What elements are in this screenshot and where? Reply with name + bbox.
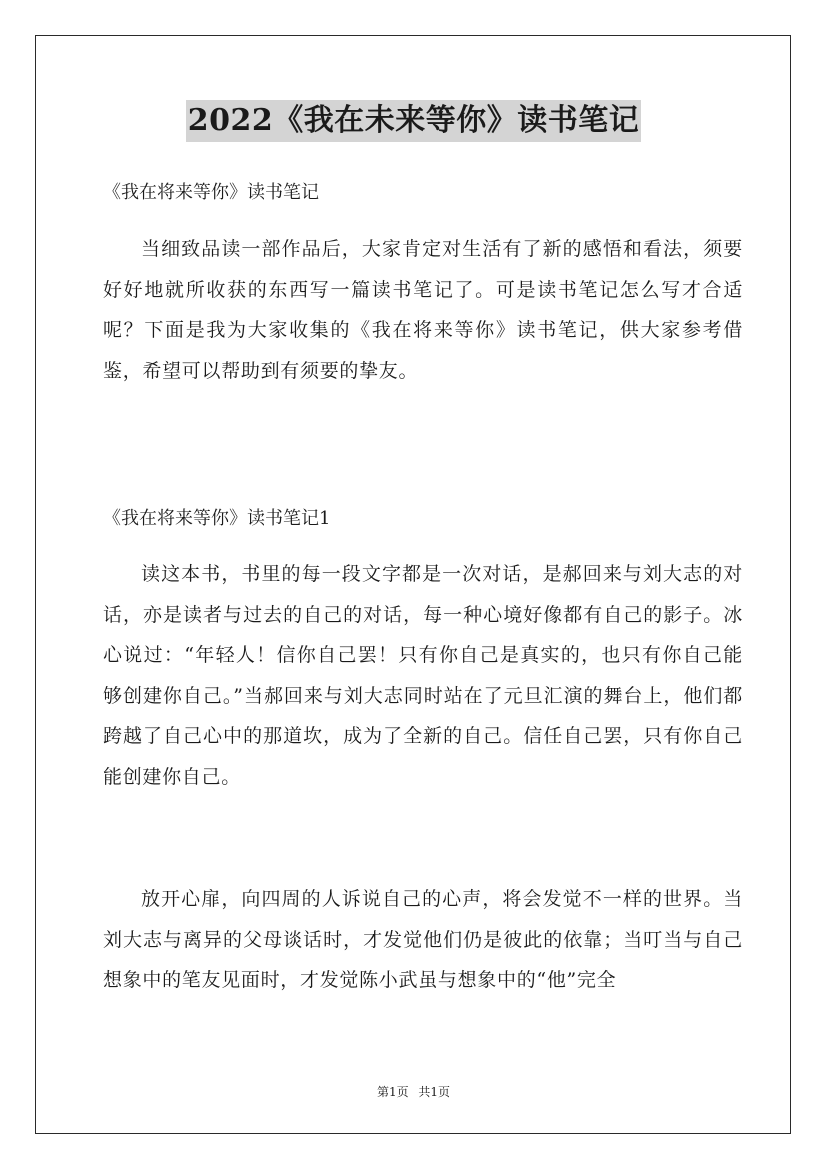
section-paragraph-2: 放开心扉，向四周的人诉说自己的心声，将会发觉不一样的世界。当刘大志与离异的父母谈话时，才发觉他们仍是彼此的依靠；当叮当与自己想象中的笔友见面时，才发觉陈小武虽与想象中的“他”完全 [103,888,743,992]
section-paragraph-1: 读这本书，书里的每一段文字都是一次对话，是郝回来与刘大志的对话，亦是读者与过去的自己的对话，每一种心境好像都有自己的影子。冰心说过：“年轻人！信你自己罢！只有你自己是真实的，也只有你自己能够创建你自己。”当郝回来与刘大志同时站在了元旦汇演的舞台上，他们都跨越了自己心中的那道坎，成为了全新的自己。信任自己罢，只有你自己能创建你自己。 [103,563,743,788]
page-number: 第1页 [376,1085,409,1099]
section-heading: 《我在将来等你》读书笔记1 [103,508,331,529]
document-title: 2022《我在未来等你》读书笔记 [186,100,642,142]
page-footer [0,1083,827,1101]
title-container [0,100,827,142]
page-total: 共1页 [418,1085,451,1099]
intro-heading: 《我在将来等你》读书笔记 [103,182,319,203]
intro-paragraph: 当细致品读一部作品后，大家肯定对生活有了新的感悟和看法，须要好好地就所收获的东西写一篇读书笔记了。可是读书笔记怎么写才合适呢？下面是我为大家收集的《我在将来等你》读书笔记，供大家参考借鉴，希望可以帮助到有须要的挚友。 [103,238,743,382]
